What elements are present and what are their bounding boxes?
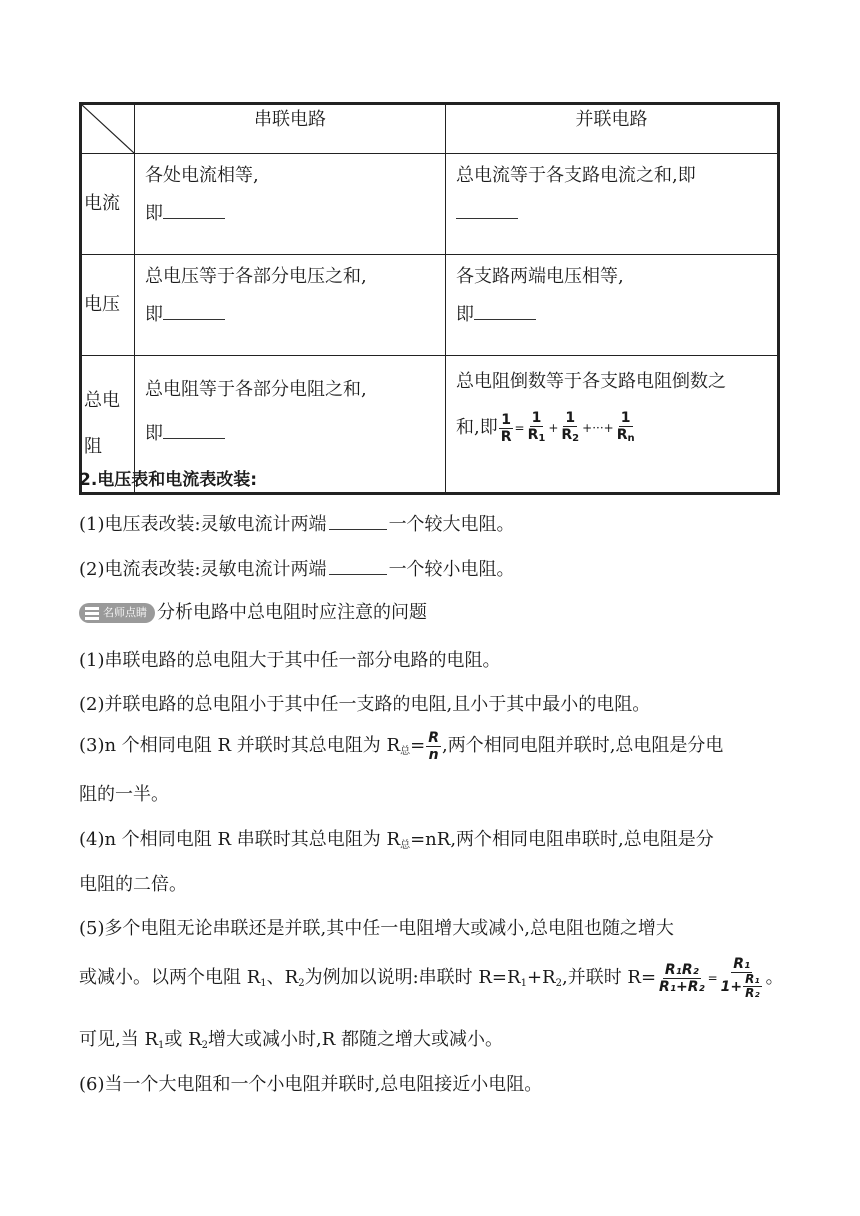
cell-text: 即 [145, 203, 163, 224]
cell-text: 总电阻等于各部分电阻之和, [145, 379, 367, 400]
formula-fraction [526, 410, 548, 447]
plus-sign: + [548, 421, 559, 435]
paragraph: 阻的一半。 [79, 784, 169, 805]
cell-text: 即 [145, 304, 163, 325]
cell-text: 和,即 [456, 417, 498, 438]
formula-fraction [615, 410, 637, 447]
cell-text: 总电流等于各支路电流之和,即 [456, 165, 696, 186]
diagonal-corner-cell [81, 104, 135, 154]
row-label-line: 阻 [84, 436, 102, 457]
tip-tag-badge: 名师点睛 [79, 603, 155, 623]
fraction-numerator: 1 [531, 409, 542, 426]
diagonal-line [82, 105, 134, 153]
row-label-line: 总电 [84, 390, 120, 411]
formula-fraction: $\frac{R}{n}$ [428, 729, 439, 763]
cell-text: 各支路两端电压相等, [456, 266, 624, 287]
cell-current-series [135, 154, 446, 255]
section-title: 2.电压表和电流表改装: [79, 470, 258, 490]
paragraph: (6)当一个大电阻和一个小电阻并联时,总电阻接近小电阻。 [79, 1074, 543, 1095]
circuit-comparison-table [79, 102, 780, 495]
paragraph: (5)多个电阻无论串联还是并联,其中任一电阻增大或减小,总电阻也随之增大 [79, 918, 674, 939]
cell-text: 总电压等于各部分电压之和, [145, 266, 367, 287]
answer-blank [329, 528, 387, 530]
plus-dots: +···+ [582, 421, 614, 435]
paragraph: (1)电压表改装:灵敏电流计两端 一个较大电阻。 [79, 514, 515, 535]
equals-sign: = [514, 421, 525, 435]
cell-text: 即 [145, 423, 163, 444]
answer-blank [329, 573, 387, 575]
cell-text: 各处电流相等, [145, 165, 259, 186]
formula-fraction: R₁ 1+ $\frac{\text{R₁}}{\text{R₂}}$ [720, 956, 760, 1000]
fraction-numerator: 1 [501, 411, 511, 428]
paragraph: (2)电流表改装:灵敏电流计两端 一个较小电阻。 [79, 559, 515, 580]
answer-blank [163, 318, 225, 320]
fraction-numerator: 1 [565, 409, 576, 426]
cell-text: 即 [456, 304, 474, 325]
paragraph: (2)并联电路的总电阻小于其中任一支路的电阻,且小于其中最小的电阻。 [79, 694, 651, 715]
paragraph: 可见,当 R1或 R2增大或减小时,R 都随之增大或减小。 [79, 1029, 504, 1051]
row-label-current: 电流 [81, 154, 135, 255]
cell-text: 总电阻倒数等于各支路电阻倒数之 [456, 371, 726, 392]
cell-current-parallel [446, 154, 779, 255]
paragraph: 电阻的二倍。 [79, 874, 187, 895]
lines-icon [85, 612, 99, 615]
tip-title: 分析电路中总电阻时应注意的问题 [157, 602, 427, 623]
formula-fraction [499, 412, 514, 445]
fraction-denominator: $R_1$ [527, 426, 546, 444]
answer-blank [163, 437, 225, 439]
fraction-denominator: $R_2$ [561, 426, 580, 444]
answer-blank [456, 217, 518, 219]
fraction-denominator: $R_n$ [616, 426, 635, 444]
table-row-voltage [81, 255, 779, 356]
answer-blank [474, 318, 536, 320]
fraction-denominator: R [500, 428, 512, 445]
cell-resistance-parallel [446, 356, 779, 494]
fraction-numerator: 1 [620, 409, 631, 426]
paragraph: (3)n 个相同电阻 R 并联时其总电阻为 R总= $\frac{R}{n}$ ,两个相同电阻并联时,总电阻是分电 [79, 729, 724, 763]
formula-fraction [559, 410, 581, 447]
paragraph: (4)n 个相同电阻 R 串联时其总电阻为 R总=nR,两个相同电阻串联时,总电阻是分 [79, 829, 714, 851]
cell-voltage-series [135, 255, 446, 356]
header-parallel: 并联电路 [446, 104, 779, 154]
table-header-row [81, 104, 779, 154]
table-row-current [81, 154, 779, 255]
cell-voltage-parallel [446, 255, 779, 356]
answer-blank [163, 217, 225, 219]
formula-fraction: $\frac{\text{R₁R₂}}{\text{R₁+R₂}}$ [659, 961, 705, 995]
header-series: 串联电路 [135, 104, 446, 154]
tip-heading [79, 598, 427, 624]
paragraph: 或减小。以两个电阻 R1、R2为例加以说明:串联时 R=R1+R2,并联时 R= $\frac{\text{R₁R₂}}{\text{R₁+R₂}}$ = R₁ 1+ $\frac{\text{R₁}}{\text{R₂}}$ 。 [79, 956, 784, 1000]
paragraph: (1)串联电路的总电阻大于其中任一部分电路的电阻。 [79, 650, 501, 671]
row-label-voltage: 电压 [81, 255, 135, 356]
